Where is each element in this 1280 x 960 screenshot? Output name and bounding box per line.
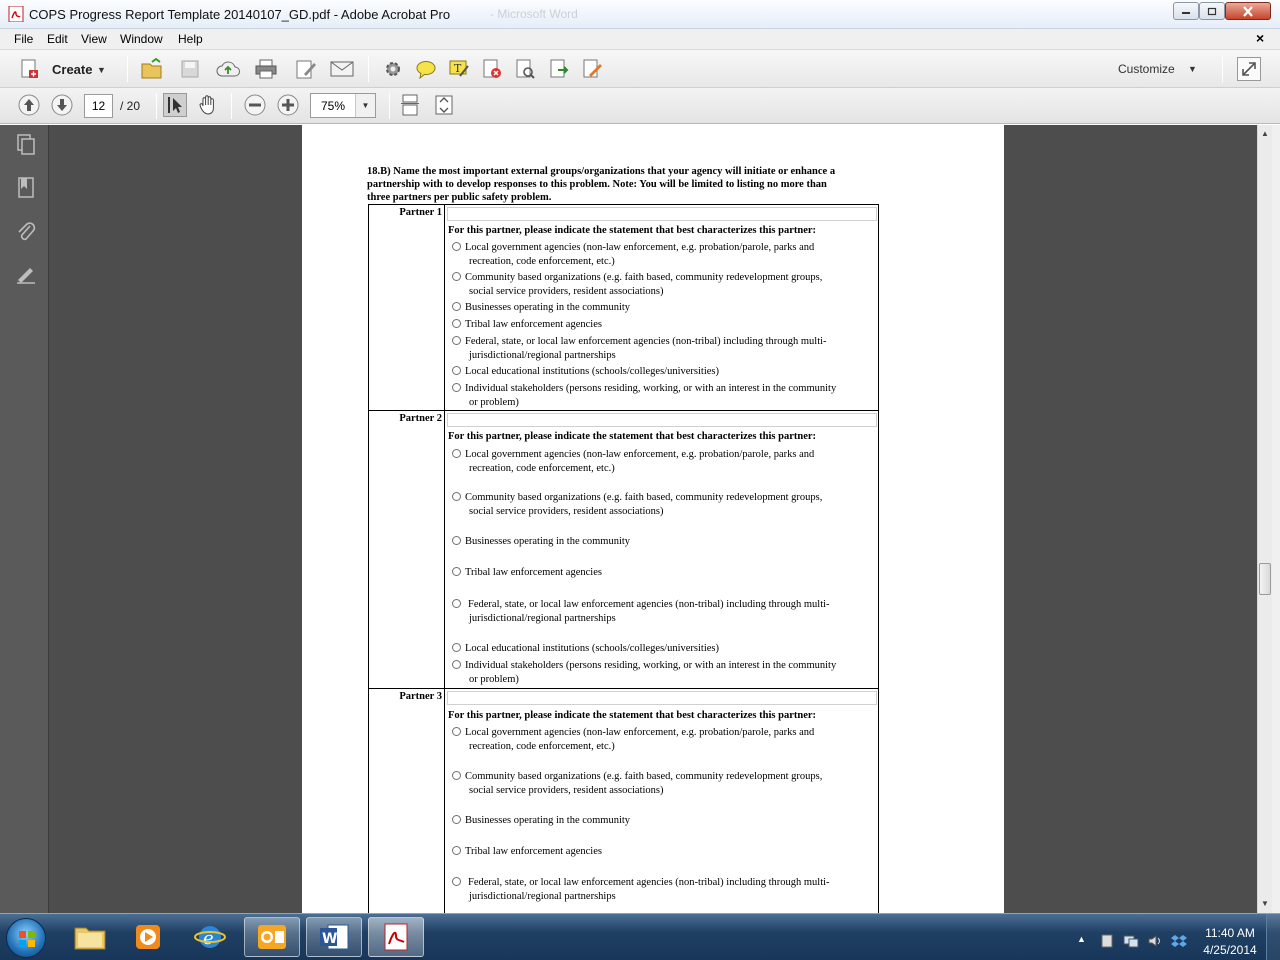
fullscreen-icon[interactable]: [1237, 57, 1261, 81]
navigation-pane: [0, 125, 49, 913]
taskbar-internet-explorer[interactable]: [182, 917, 238, 957]
partner-prompt: For this partner, please indicate the statement that best characterizes this partner:: [448, 225, 817, 236]
radio-button[interactable]: [452, 242, 461, 251]
scroll-down-icon[interactable]: ▼: [1261, 899, 1269, 908]
restore-icon: [1207, 7, 1217, 16]
window-border: [1272, 125, 1280, 913]
start-button[interactable]: [6, 918, 46, 958]
option-text-cont: jurisdictional/regional partnerships: [469, 350, 616, 361]
show-hidden-icons[interactable]: ▲: [1077, 934, 1086, 944]
delete-page-icon[interactable]: [480, 57, 504, 81]
zoom-dropdown-icon[interactable]: ▼: [355, 94, 375, 117]
taskbar-outlook[interactable]: [244, 917, 300, 957]
radio-button[interactable]: [452, 272, 461, 281]
outlook-icon: [256, 922, 288, 952]
radio-button[interactable]: [452, 815, 461, 824]
close-icon: [1242, 6, 1254, 17]
option-text: Local government agencies (non-law enforcement, e.g. probation/parole, parks and: [465, 242, 815, 253]
customize-button[interactable]: Customize: [1118, 62, 1175, 76]
option-text: Local educational institutions (schools/colleges/universities): [465, 643, 719, 654]
toolbar-separator: [231, 93, 232, 119]
toolbar-separator: [389, 93, 390, 119]
radio-button[interactable]: [452, 727, 461, 736]
background-window-title: - Microsoft Word: [490, 7, 578, 21]
option-text: Tribal law enforcement agencies: [465, 846, 602, 857]
radio-button[interactable]: [452, 536, 461, 545]
toolbar-separator: [127, 56, 128, 82]
question-heading-line: partnership with to develop responses to this problem. Note: You will be limited to listing no more than: [367, 179, 827, 190]
radio-button[interactable]: [452, 846, 461, 855]
gear-icon[interactable]: [381, 57, 405, 81]
fit-page-icon[interactable]: [432, 93, 456, 117]
folder-icon: [73, 923, 107, 951]
scroll-up-icon[interactable]: ▲: [1261, 129, 1269, 138]
svg-text:e: e: [203, 928, 214, 949]
partner-table: [368, 411, 879, 689]
page-number-input[interactable]: 12: [84, 94, 113, 118]
find-in-document-icon[interactable]: [513, 57, 537, 81]
create-dropdown-icon[interactable]: ▼: [97, 65, 106, 75]
scrolling-mode-icon[interactable]: [398, 93, 422, 117]
partner-label: Partner 3: [399, 691, 442, 702]
zoom-value: 75%: [321, 99, 346, 113]
pdf-page: [302, 125, 1004, 913]
minimize-button[interactable]: [1173, 2, 1199, 20]
option-text-cont: recreation, code enforcement, etc.): [469, 463, 615, 474]
minimize-icon: [1181, 7, 1191, 15]
partner-table: [368, 689, 879, 913]
radio-button[interactable]: [452, 877, 461, 886]
option-text-cont: or problem): [469, 674, 519, 685]
radio-button[interactable]: [452, 336, 461, 345]
open-folder-icon[interactable]: [140, 57, 164, 81]
media-player-icon: [133, 922, 163, 952]
option-text-cont: recreation, code enforcement, etc.): [469, 741, 615, 752]
option-text-cont: or problem): [469, 397, 519, 408]
print-icon[interactable]: [254, 57, 278, 81]
svg-text:T: T: [454, 62, 462, 75]
cloud-upload-icon[interactable]: [216, 57, 240, 81]
radio-button[interactable]: [452, 302, 461, 311]
zoom-in-icon[interactable]: [276, 93, 300, 117]
option-text: Community based organizations (e.g. faith based, community redevelopment groups,: [465, 492, 823, 503]
option-text: Individual stakeholders (persons residing, working, or with an interest in the community: [465, 383, 837, 394]
option-text: Tribal law enforcement agencies: [465, 567, 602, 578]
option-text: Community based organizations (e.g. faith based, community redevelopment groups,: [465, 771, 823, 782]
sign-document-icon[interactable]: [580, 57, 604, 81]
signatures-icon[interactable]: [14, 263, 38, 287]
taskbar: [0, 913, 1280, 960]
partner-table: [368, 204, 879, 411]
zoom-out-icon[interactable]: [243, 93, 267, 117]
acrobat-app-icon: [8, 6, 24, 22]
radio-button[interactable]: [452, 449, 461, 458]
show-desktop-button[interactable]: [1266, 914, 1280, 960]
select-tool-icon[interactable]: [163, 93, 187, 117]
word-icon: [318, 922, 350, 952]
partner-prompt: For this partner, please indicate the statement that best characterizes this partner:: [448, 710, 817, 721]
option-text: Local educational institutions (schools/colleges/universities): [465, 366, 719, 377]
option-text: Community based organizations (e.g. faith based, community redevelopment groups,: [465, 272, 823, 283]
create-icon[interactable]: [18, 57, 42, 81]
radio-button[interactable]: [452, 319, 461, 328]
bookmarks-icon[interactable]: [14, 176, 38, 200]
network-icon[interactable]: [1123, 934, 1139, 948]
menu-help[interactable]: Help: [178, 32, 203, 46]
svg-text:W: W: [322, 931, 338, 947]
option-text: Federal, state, or local law enforcement agencies (non-tribal) including through multi-: [465, 336, 827, 347]
radio-button[interactable]: [452, 771, 461, 780]
option-text-cont: social service providers, resident associations): [469, 286, 664, 297]
toolbar-separator: [1222, 56, 1223, 82]
volume-icon[interactable]: [1147, 934, 1163, 948]
highlight-text-icon[interactable]: [447, 57, 471, 81]
vertical-scrollbar[interactable]: [1257, 125, 1272, 913]
taskbar-explorer[interactable]: [62, 917, 118, 957]
toolbar-separator: [156, 93, 157, 119]
radio-button[interactable]: [452, 660, 461, 669]
option-text: Local government agencies (non-law enforcement, e.g. probation/parole, parks and: [465, 727, 815, 738]
option-text: Businesses operating in the community: [465, 536, 631, 547]
export-page-icon[interactable]: [547, 57, 571, 81]
partner-label: Partner 2: [399, 413, 442, 424]
scrollbar-thumb[interactable]: [1259, 563, 1271, 595]
windows-logo-icon: [7, 919, 47, 959]
menu-window[interactable]: Window: [120, 32, 163, 46]
taskbar-media-player[interactable]: [120, 917, 176, 957]
question-heading: [367, 165, 887, 204]
option-text-cont: social service providers, resident associations): [469, 785, 664, 796]
partner-name-field[interactable]: [447, 413, 877, 427]
save-icon[interactable]: [178, 57, 202, 81]
previous-page-icon[interactable]: [17, 93, 41, 117]
radio-button[interactable]: [452, 643, 461, 652]
radio-button[interactable]: [452, 492, 461, 501]
option-text-cont: social service providers, resident associations): [469, 506, 664, 517]
taskbar-word[interactable]: [306, 917, 362, 957]
window-title: COPS Progress Report Template 20140107_GD.pdf - Adobe Acrobat Pro: [29, 7, 451, 22]
option-text: Businesses operating in the community: [465, 302, 631, 313]
close-document-icon[interactable]: ×: [1256, 30, 1265, 46]
option-text-cont: jurisdictional/regional partnerships: [469, 891, 616, 902]
next-page-icon[interactable]: [50, 93, 74, 117]
dropbox-icon[interactable]: [1171, 934, 1187, 948]
option-text: Federal, state, or local law enforcement agencies (non-tribal) including through multi-: [468, 877, 830, 888]
menu-bar: [0, 29, 1280, 50]
clock-time[interactable]: 11:40 AM: [1205, 926, 1255, 940]
radio-button[interactable]: [452, 383, 461, 392]
acrobat-icon: [381, 922, 411, 952]
option-text-cont: recreation, code enforcement, etc.): [469, 256, 615, 267]
partner-prompt: For this partner, please indicate the statement that best characterizes this partner:: [448, 431, 817, 442]
partner-label-column: [369, 205, 445, 410]
navigation-toolbar: [0, 88, 1280, 124]
partner-label-column: [369, 411, 445, 688]
option-text: Businesses operating in the community: [465, 815, 631, 826]
question-heading-line: three partners per public safety problem.: [367, 192, 552, 203]
menu-file[interactable]: File: [14, 32, 34, 46]
page-thumbnails-icon[interactable]: [14, 133, 38, 157]
option-text: Local government agencies (non-law enforcement, e.g. probation/parole, parks and: [465, 449, 815, 460]
internet-explorer-icon: [194, 922, 226, 952]
clock-date[interactable]: 4/25/2014: [1203, 943, 1257, 957]
attachments-icon[interactable]: [14, 219, 38, 243]
menu-edit[interactable]: Edit: [47, 32, 68, 46]
customize-dropdown-icon[interactable]: ▼: [1188, 64, 1197, 74]
radio-button[interactable]: [452, 599, 461, 608]
close-button[interactable]: [1225, 2, 1271, 20]
zoom-select[interactable]: [310, 93, 376, 118]
main-toolbar: [0, 50, 1280, 88]
comment-bubble-icon[interactable]: [414, 57, 438, 81]
restore-button[interactable]: [1199, 2, 1225, 20]
email-icon[interactable]: [330, 57, 354, 81]
partner-label: Partner 1: [399, 207, 442, 218]
hand-tool-icon[interactable]: [196, 93, 220, 117]
partner-name-field[interactable]: [447, 691, 877, 705]
edit-document-icon[interactable]: [294, 57, 318, 81]
option-text: Individual stakeholders (persons residing, working, or with an interest in the community: [465, 660, 837, 671]
create-button[interactable]: Create: [52, 62, 93, 77]
question-heading-line: 18.B) Name the most important external groups/organizations that your agency will initiate or enhance a: [367, 166, 836, 177]
option-text: Tribal law enforcement agencies: [465, 319, 602, 330]
partner-label-column: [369, 689, 445, 913]
document-viewer: [49, 125, 1257, 913]
toolbar-separator: [368, 56, 369, 82]
page-total: / 20: [120, 99, 141, 113]
option-text-cont: jurisdictional/regional partnerships: [469, 613, 616, 624]
title-bar: [0, 0, 1280, 29]
partner-name-field[interactable]: [447, 207, 877, 221]
radio-button[interactable]: [452, 567, 461, 576]
radio-button[interactable]: [452, 366, 461, 375]
taskbar-acrobat[interactable]: [368, 917, 424, 957]
menu-view[interactable]: View: [81, 32, 107, 46]
option-text: Federal, state, or local law enforcement agencies (non-tribal) including through multi-: [468, 599, 830, 610]
usb-device-icon[interactable]: [1099, 934, 1115, 948]
